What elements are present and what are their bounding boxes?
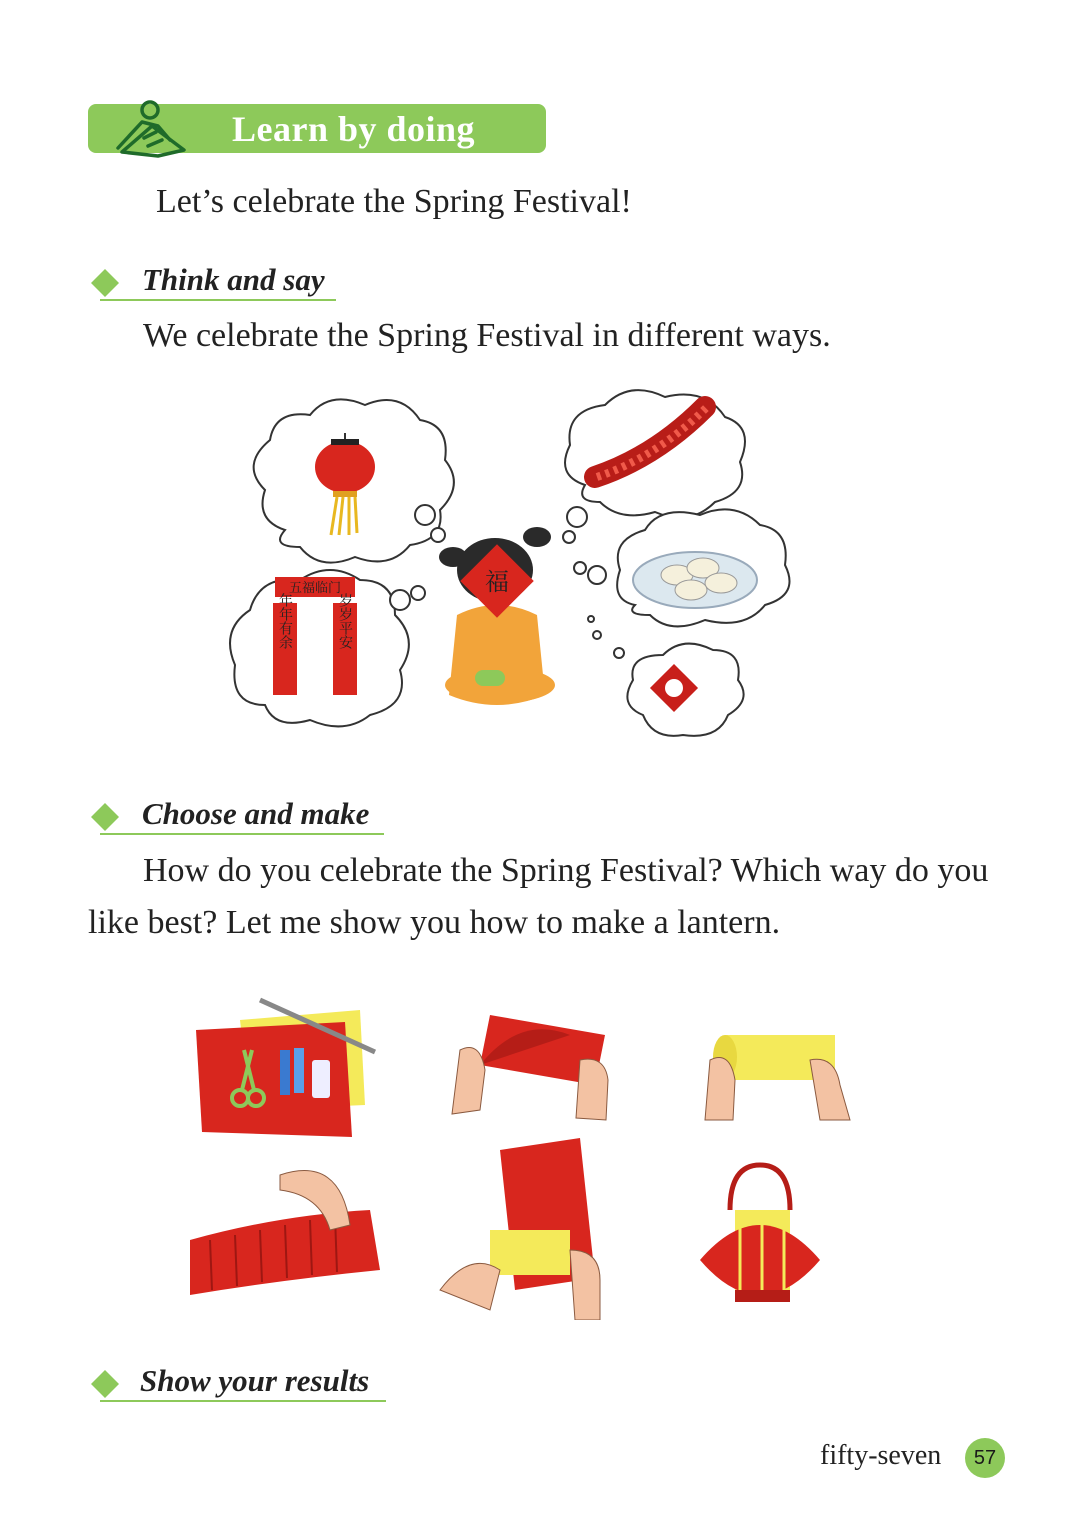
step-wrap (440, 1138, 600, 1320)
couplet-top-text: 五福临门 (288, 581, 342, 596)
step-cut-fringe (190, 1171, 380, 1295)
diamond-bullet-icon (90, 268, 120, 298)
heading-underline (100, 299, 336, 301)
diamond-bullet-icon (90, 802, 120, 832)
lantern-steps-illustration (180, 990, 860, 1320)
heading-underline (100, 833, 384, 835)
choose-and-make-heading: Choose and make (142, 796, 370, 831)
step-roll-yellow (705, 1035, 850, 1120)
page-number-badge: 57 (965, 1438, 1005, 1478)
step-finished-lantern (700, 1165, 820, 1302)
dumplings-thought-bubble (574, 509, 790, 626)
step-materials (196, 1000, 375, 1137)
couplet-left-text: 年年有余 (277, 593, 293, 649)
diamond-bullet-icon (90, 1369, 120, 1399)
section-title: Learn by doing (232, 109, 476, 149)
girl-illustration (439, 527, 555, 705)
fu-character-text: 福 (485, 568, 509, 596)
think-and-say-text: We celebrate the Spring Festival in different ways. (143, 317, 831, 354)
page-number-word: fifty-seven (820, 1440, 942, 1471)
spring-festival-illustration (225, 385, 795, 750)
paper-cutting-thought-bubble (588, 616, 744, 736)
show-your-results-heading: Show your results (140, 1363, 370, 1398)
couplet-right-text: 岁岁平安 (337, 593, 353, 649)
think-and-say-heading: Think and say (142, 262, 325, 297)
lantern-thought-bubble (254, 399, 454, 562)
intro-text: Let’s celebrate the Spring Festival! (156, 183, 632, 220)
step-fold-red (452, 1015, 608, 1120)
heading-underline (100, 1400, 386, 1402)
couplets-thought-bubble (230, 570, 425, 726)
choose-and-make-text: How do you celebrate the Spring Festival? Which way do you like best? Let me show you how to make a lantern. (88, 852, 989, 941)
reading-person-icon (112, 96, 192, 160)
